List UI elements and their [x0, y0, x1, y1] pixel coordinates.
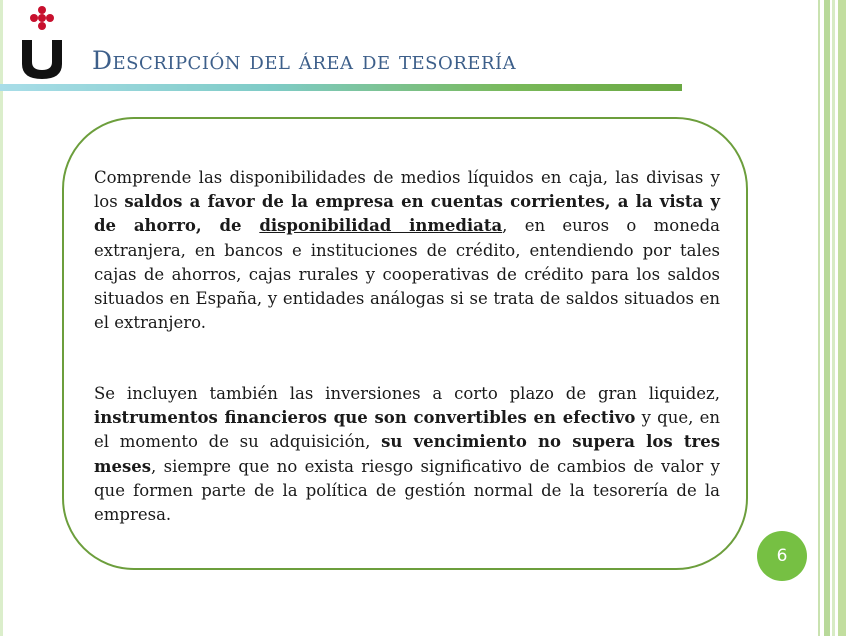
text-span: , siempre que no exista riesgo significativo de cambios de valor y que formen parte de la política de gestión normal de la tesorería de la empresa. — [94, 456, 720, 525]
text-span: Comprende las disponibilidades de medios líquidos en caja, las divisas y los — [94, 168, 720, 212]
left-decorative-stripe — [0, 0, 3, 636]
title-underline-rule — [0, 84, 682, 91]
text-span: , en euros o moneda extranjera, en bancos e instituciones de crédito, entendiendo por tales cajas de ahorros, cajas rurales y cooperativas de crédito para los saldos situados en España, y entidades análogas si se trata de saldos situados en el extranjero. — [94, 216, 720, 333]
page-number-badge: 6 — [757, 531, 807, 581]
text-span: Se incluyen también las inversiones a corto plazo de gran liquidez, — [94, 384, 720, 403]
bold-text: saldos a favor de la empresa en cuentas corrientes, a la vista y de ahorro, de — [94, 192, 720, 236]
bold-underlined-text: disponibilidad inmediata — [259, 216, 503, 236]
paragraph-definition — [94, 166, 720, 335]
text-span: y que, en el momento de su adquisición, — [94, 408, 720, 452]
stripe — [824, 0, 830, 636]
stripe — [818, 0, 820, 636]
bold-text: instrumentos financieros que son convertibles en efectivo — [94, 408, 636, 428]
right-decorative-stripes — [808, 0, 848, 636]
urjc-logo-icon — [18, 4, 66, 80]
stripe — [838, 0, 846, 636]
bold-text: su vencimiento no supera los tres meses — [94, 432, 720, 476]
paragraph-inclusions — [94, 382, 720, 527]
slide-title: Descripción del área de tesorería — [92, 46, 517, 75]
stripe — [832, 0, 835, 636]
